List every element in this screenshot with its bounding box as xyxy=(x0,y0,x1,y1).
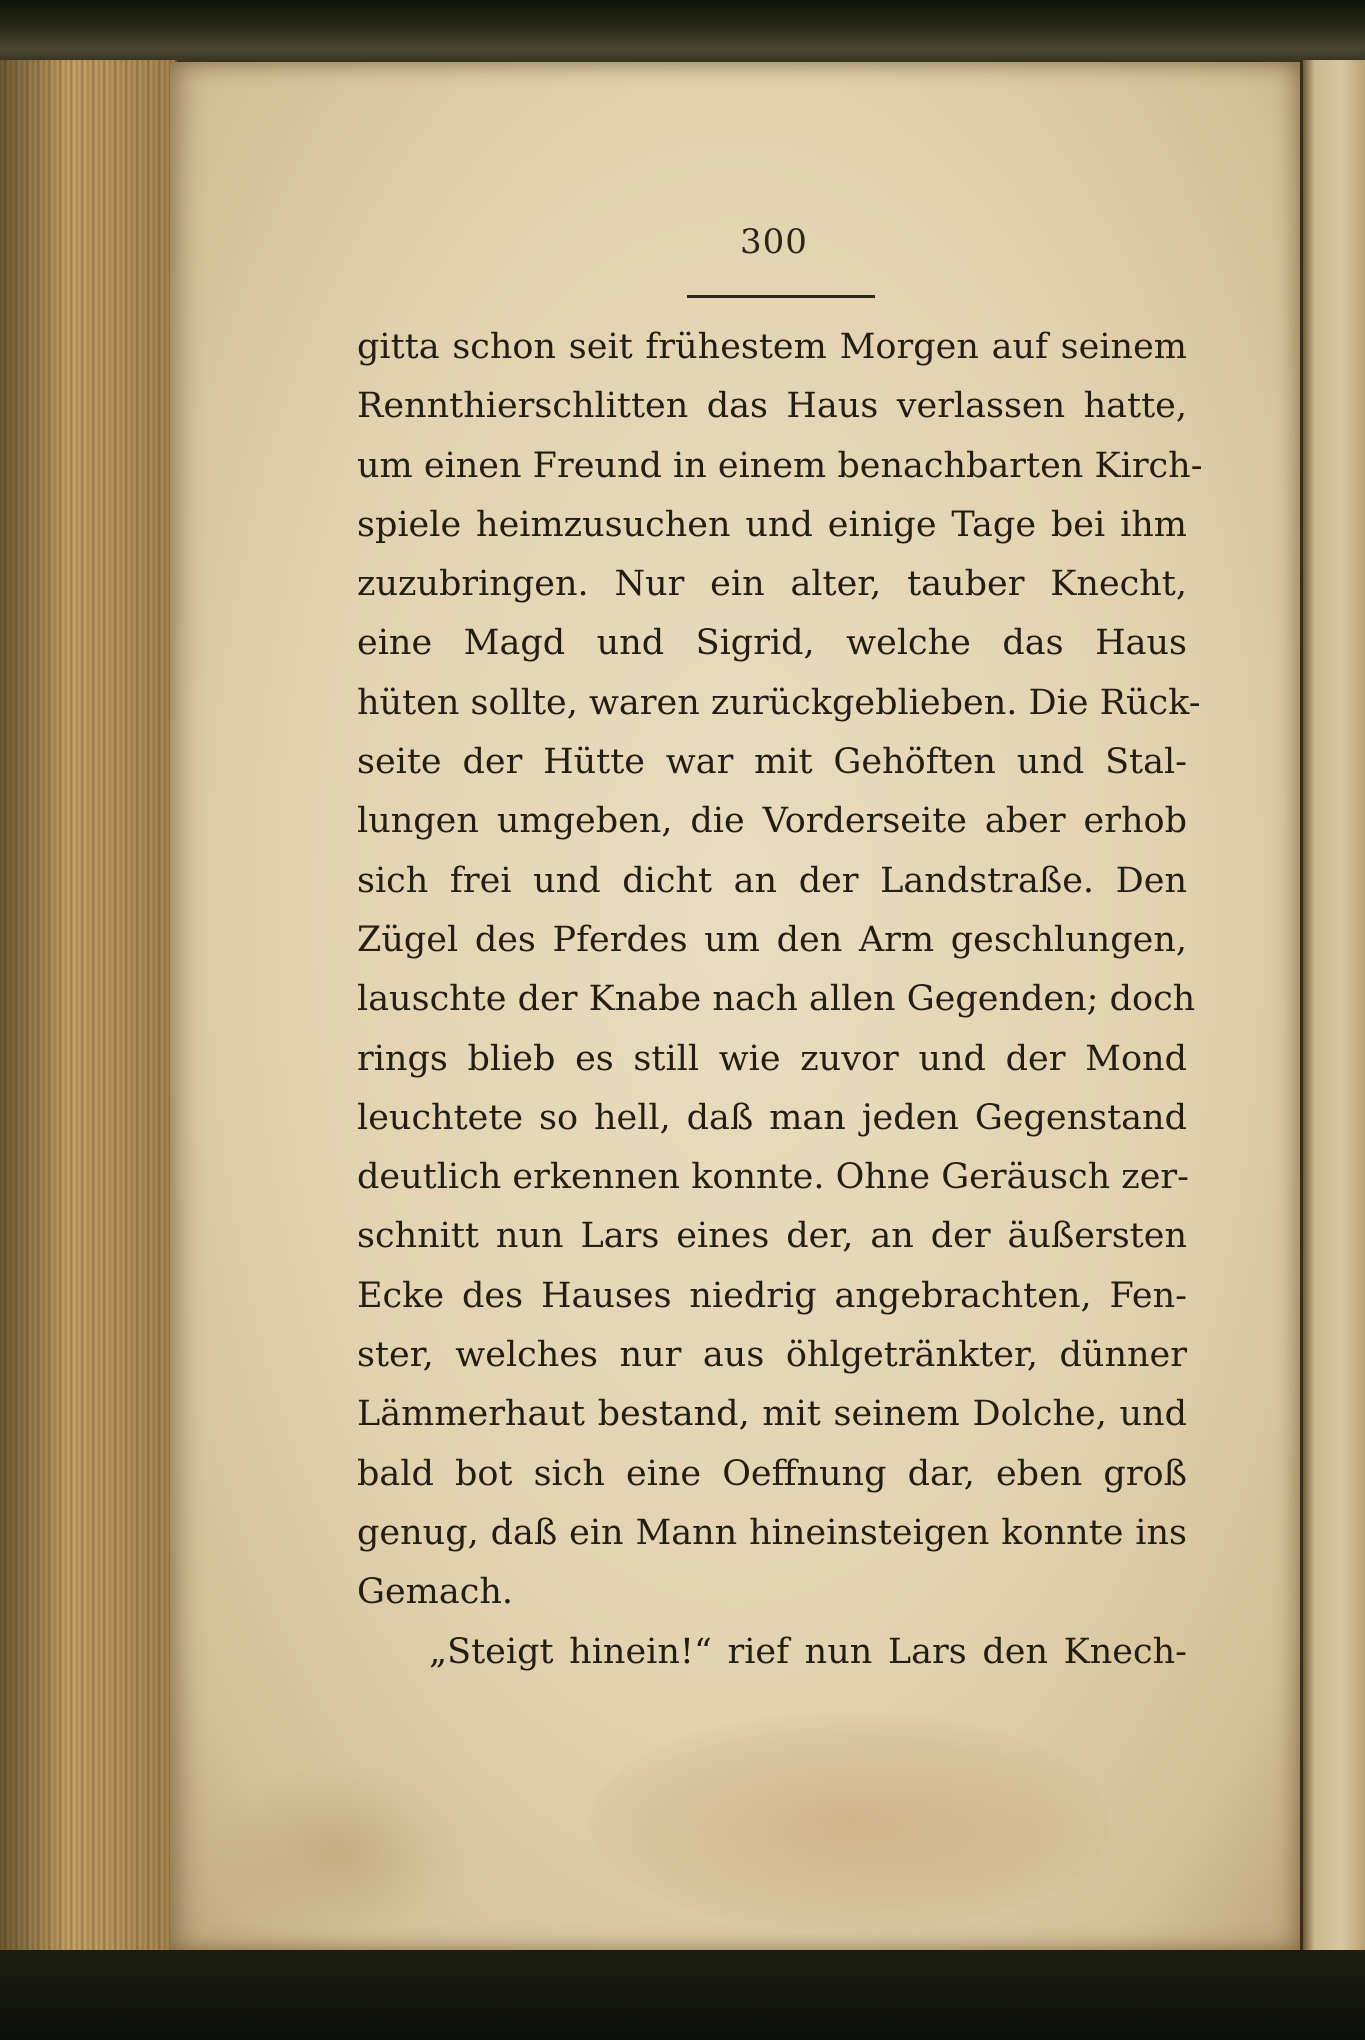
text-line: leuchtete so hell, daß man jeden Gegenstand xyxy=(357,1097,1187,1138)
book-bottom-edge xyxy=(0,1950,1365,2040)
text-line: um einen Freund in einem benachbarten Kirch- xyxy=(357,445,1203,486)
water-stain-corner xyxy=(210,1762,470,1942)
text-line: genug, daß ein Mann hineinsteigen konnte ins xyxy=(357,1512,1187,1553)
text-line: schnitt nun Lars eines der, an der äußersten xyxy=(357,1216,1187,1257)
facing-page-edge xyxy=(1300,60,1365,1960)
text-line: hüten sollte, waren zurückgeblieben. Die Rück- xyxy=(357,682,1201,723)
text-line: Ecke des Hauses niedrig angebrachten, Fen- xyxy=(357,1275,1187,1316)
page-number: 300 xyxy=(740,222,808,262)
text-line: seite der Hütte war mit Gehöften und Stal- xyxy=(357,742,1187,783)
text-line: gitta schon seit frühestem Morgen auf seinem xyxy=(357,327,1187,367)
page-number-rule xyxy=(687,295,875,298)
text-line-paragraph-end: Gemach. xyxy=(357,1572,513,1613)
text-line: rings blieb es still wie zuvor und der Mond xyxy=(357,1038,1187,1079)
text-line: Lämmerhaut bestand, mit seinem Dolche, und xyxy=(357,1394,1187,1435)
book-top-edge xyxy=(0,0,1365,70)
text-line-indented: „Steigt hinein!“ rief nun Lars den Knech- xyxy=(429,1631,1187,1672)
text-line: eine Magd und Sigrid, welche das Haus xyxy=(357,623,1187,664)
text-line: Zügel des Pferdes um den Arm geschlungen, xyxy=(357,919,1187,960)
body-text xyxy=(357,318,1203,1682)
water-stain xyxy=(590,1712,1110,1932)
text-line: ster, welches nur aus öhlgetränkter, dünner xyxy=(357,1335,1187,1376)
text-line: Rennthierschlitten das Haus verlassen hatte, xyxy=(357,386,1187,427)
page-block-edges xyxy=(0,60,177,1960)
text-line: deutlich erkennen konnte. Ohne Geräusch zer- xyxy=(357,1157,1189,1198)
text-line: bald bot sich eine Oeffnung dar, eben groß xyxy=(357,1453,1187,1494)
text-line: lauschte der Knabe nach allen Gegenden; doch xyxy=(357,979,1196,1020)
text-line: sich frei und dicht an der Landstraße. Den xyxy=(357,860,1187,901)
text-line: lungen umgeben, die Vorderseite aber erhob xyxy=(357,801,1187,842)
text-line: spiele heimzusuchen und einige Tage bei ihm xyxy=(357,504,1187,545)
text-line: zuzubringen. Nur ein alter, tauber Knecht, xyxy=(357,564,1187,605)
